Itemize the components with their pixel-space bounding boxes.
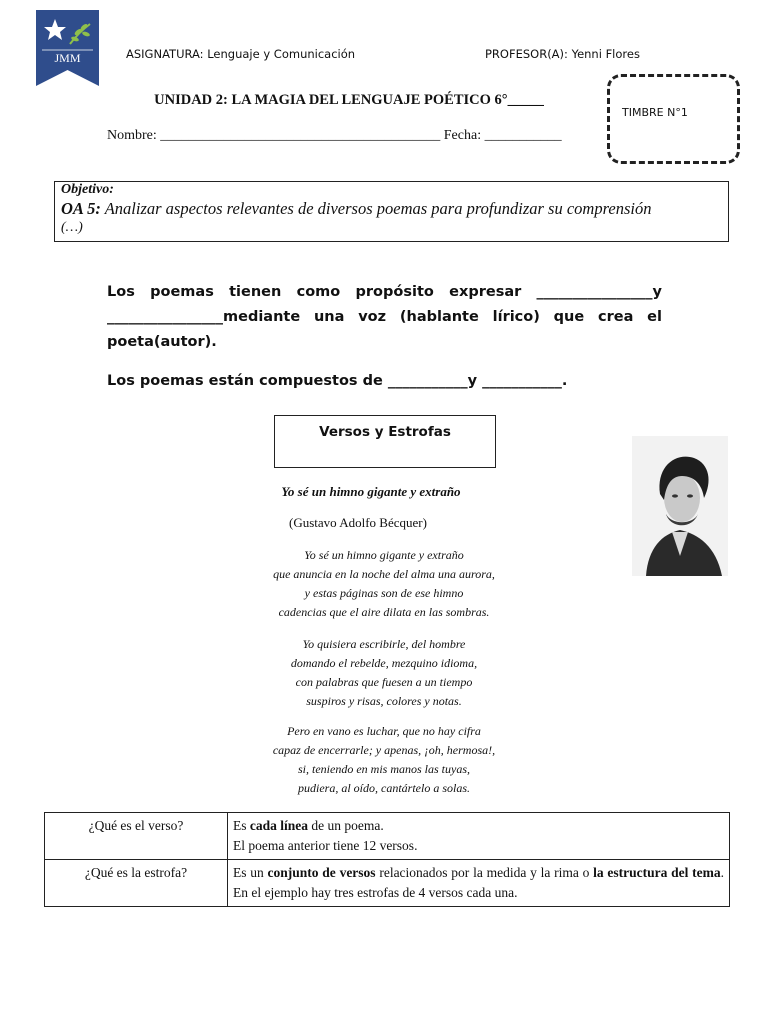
verse-line: domando el rebelde, mezquino idioma, <box>290 656 478 670</box>
question-line-4: Los poemas están compuestos de ___________y ___________. <box>107 373 568 389</box>
section-title-box <box>274 415 496 468</box>
teacher-label: PROFESOR(A): Yenni Flores <box>485 47 640 61</box>
logo-text: JMM <box>54 51 81 65</box>
unit-title: UNIDAD 2: LA MAGIA DEL LENGUAJE POÉTICO 6°_____ <box>154 92 544 108</box>
verse-line: capaz de encerrarle; y apenas, ¡oh, hermosa!, <box>272 743 496 757</box>
verse-line: cadencias que el aire dilata en las sombras. <box>278 605 490 619</box>
section-title: Versos y Estrofas <box>319 424 451 440</box>
verse-line: Pero en vano es luchar, que no hay cifra <box>287 724 481 738</box>
verse-line: si, teniendo en mis manos las tuyas, <box>298 762 470 776</box>
table-row <box>45 813 730 860</box>
objective-ellipsis: (…) <box>61 220 83 235</box>
objective-text <box>61 199 723 218</box>
definition-question: ¿Qué es la estrofa? <box>45 860 228 907</box>
stamp-box <box>607 74 740 164</box>
poem-title: Yo sé un himno gigante y extraño <box>281 484 461 499</box>
verse-line: suspiros y risas, colores y notas. <box>306 694 462 708</box>
verse-line: pudiera, al oído, cantártelo a solas. <box>298 781 470 795</box>
definition-question: ¿Qué es el verso? <box>45 813 228 860</box>
verse-line: Yo sé un himno gigante y extraño <box>304 548 464 562</box>
objective-label: Objetivo: <box>61 182 114 197</box>
stanza <box>0 546 768 622</box>
poem-author: (Gustavo Adolfo Bécquer) <box>289 515 427 530</box>
definitions-table <box>44 812 730 907</box>
name-date-line: Nombre: ________________________________________ Fecha: ___________ <box>107 128 562 143</box>
verse-line: Yo quisiera escribirle, del hombre <box>302 637 466 651</box>
table-row <box>45 860 730 907</box>
question-line-2: ________________mediante una voz (hablante lírico) que crea el <box>107 309 662 325</box>
stamp-label: TIMBRE N°1 <box>622 106 688 119</box>
question-line-3: poeta(autor). <box>107 334 217 350</box>
verse-line: y estas páginas son de ese himno <box>304 586 464 600</box>
definition-answer: Es un conjunto de versos relacionados por la medida y la rima o la estructura del tema. En el ejemplo hay tres estrofas de 4 versos cada una. <box>228 860 730 907</box>
stanza <box>0 635 768 711</box>
stanza <box>0 722 768 798</box>
objective-description: Analizar aspectos relevantes de diversos poemas para profundizar su comprensión <box>104 199 652 218</box>
verse-line: que anuncia en la noche del alma una aurora, <box>273 567 495 581</box>
question-line-1: Los poemas tienen como propósito expresar ________________y <box>107 284 662 300</box>
verse-line: con palabras que fuesen a un tiempo <box>295 675 473 689</box>
subject-label: ASIGNATURA: Lenguaje y Comunicación <box>126 47 356 61</box>
objective-code: OA 5: <box>61 199 101 218</box>
definition-answer: Es cada línea de un poema. El poema anterior tiene 12 versos. <box>228 813 730 860</box>
school-logo <box>36 10 99 86</box>
